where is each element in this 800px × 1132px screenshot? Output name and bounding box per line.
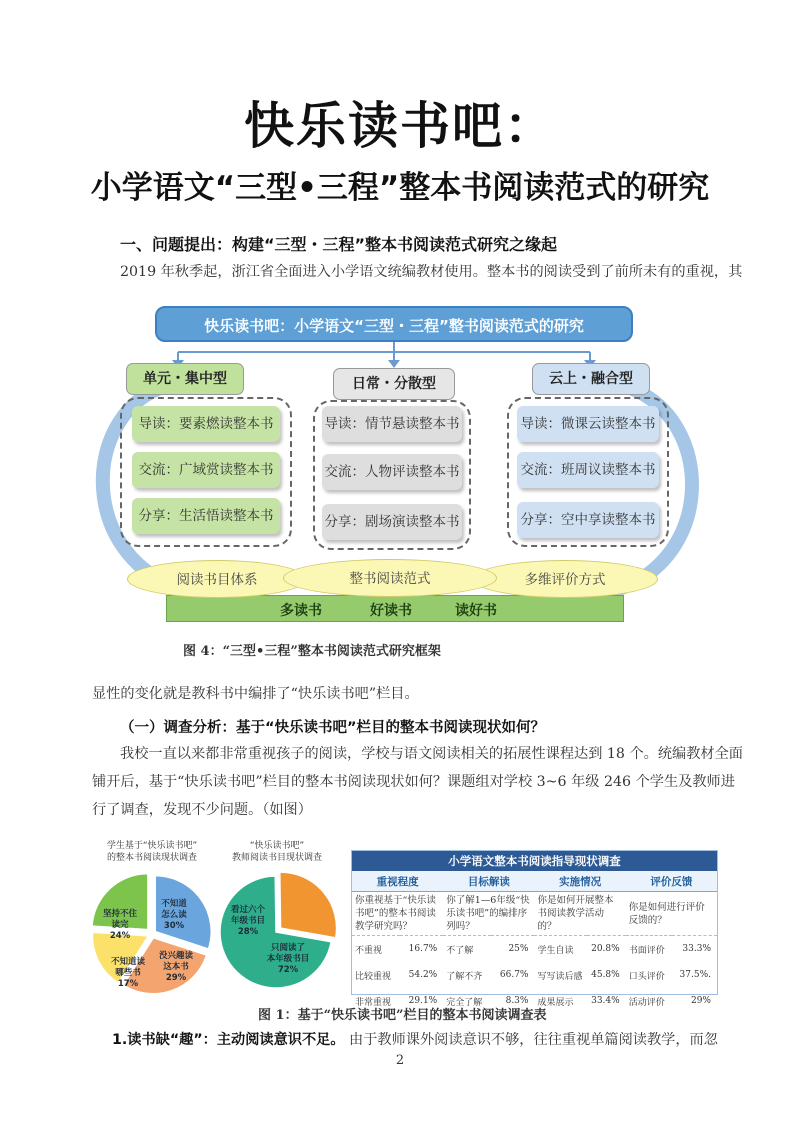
paragraph-3-line-2: 铺开后，基于“快乐读书吧”栏目的整本书阅读现状如何？课题组对学校 3~6 年级 246 个学生及教师进 [92, 774, 735, 790]
survey-header-3: 实施情况 [534, 871, 625, 892]
pie2-title-line-1: “快乐读书吧” [249, 841, 305, 851]
survey-option: 不了解 [446, 945, 474, 956]
pie2-svg [212, 868, 342, 998]
group-daily-item-2: 交流：人物评读整本书 [322, 454, 462, 490]
paragraph-3-line-3: 行了调查，发现不少问题。（如图） [92, 802, 312, 818]
survey-header-1: 重视程度 [352, 871, 443, 892]
pie1-slice-label: 17% [117, 979, 139, 989]
survey-option: 比较重视 [355, 971, 392, 982]
pie1-svg [82, 868, 222, 998]
subsection-heading: （一）调查分析：基于“快乐读书吧”栏目的整本书阅读现状如何？ [120, 720, 546, 736]
paragraph-1: 2019 年秋季起，浙江省全面进入小学语文统编教材使用。整本书的阅读受到了前所未有的重视，其 [120, 264, 743, 280]
figure-1-caption: 图 1：基于“快乐读书吧”栏目的整本书阅读调查表 [258, 1008, 547, 1023]
pie2-slice-label: 年级书目 [230, 916, 266, 926]
page-subtitle: 小学语文“三型•三程”整本书阅读范式的研究 [90, 170, 710, 206]
pie1-slice-label: 不知道 [161, 899, 187, 909]
survey-option: 非常重视 [355, 997, 392, 1008]
bottom-label-1: 多读书 [280, 603, 322, 619]
group-daily-item-1: 导读：情节悬读整本书 [322, 406, 462, 442]
pie-chart-students [82, 840, 222, 1000]
survey-row [352, 936, 717, 963]
last-line-text: 由于教师课外阅读意识不够，往往重视单篇阅读教学，而忽 [344, 1032, 718, 1048]
pie2-title-line-2: 教师阅读书目现状调查 [231, 853, 322, 863]
pie1-slice-label: 不知道读 [110, 957, 146, 967]
survey-table [351, 850, 718, 1008]
pie-chart-teachers [212, 840, 342, 1000]
pie2-slice-label: 28% [237, 927, 259, 937]
survey-option: 完全了解 [446, 997, 483, 1008]
bottom-label-2: 好读书 [370, 603, 412, 619]
ellipse-reading-paradigm: 整书阅读范式 [283, 559, 497, 597]
group-unit-item-3: 分享：生活悟读整本书 [132, 498, 280, 534]
survey-percent: 29% [690, 996, 711, 1006]
survey-percent: 8.3% [505, 996, 529, 1006]
survey-option: 了解不齐 [446, 971, 483, 982]
pie1-slice-label: 29% [165, 973, 187, 983]
pie1-slice-label: 这本书 [163, 962, 189, 972]
survey-question-1: 你重视基于“快乐读书吧”的整本书阅读教学研究吗？ [352, 892, 443, 936]
survey-percent: 20.8% [591, 944, 620, 954]
section-heading: 一、问题提出：构建“三型・三程”整本书阅读范式研究之缘起 [120, 235, 558, 254]
survey-option: 成果展示 [537, 997, 574, 1008]
survey-option: 书面评价 [628, 945, 665, 956]
survey-percent: 37.5%. [679, 970, 711, 980]
survey-table-grid [352, 871, 717, 1014]
survey-row [352, 962, 717, 988]
group-daily-item-3: 分享：剧场演读整本书 [322, 504, 462, 540]
pie1-slice-label: 读完 [111, 920, 129, 930]
group-cloud-item-1: 导读：微课云读整本书 [517, 406, 659, 442]
survey-percent: 29.1% [408, 996, 438, 1006]
survey-header-4: 评价反馈 [626, 871, 717, 892]
pie1-slice-label: 没兴趣读 [158, 951, 194, 961]
survey-percent: 25% [508, 944, 529, 954]
survey-header-2: 目标解读 [443, 871, 534, 892]
survey-percent: 33.3% [682, 944, 711, 954]
framework-top-label: 快乐读书吧：小学语文“三型・三程”整书阅读范式的研究 [155, 306, 633, 342]
pie1-slice-label: 坚持不住 [102, 909, 138, 919]
survey-option: 学生自读 [537, 945, 574, 956]
paragraph-2: 显性的变化就是教科书中编排了“快乐读书吧”栏目。 [92, 686, 419, 702]
pie1-title-line-1: 学生基于“快乐读书吧” [106, 841, 198, 851]
ellipse-book-list: 阅读书目体系 [127, 560, 307, 598]
survey-percent: 45.8% [591, 970, 620, 980]
pie2-slice-label: 本年级书目 [266, 954, 310, 964]
bottom-label-3: 读好书 [455, 603, 497, 619]
group-tab-cloud: 云上・融合型 [532, 363, 650, 395]
survey-percent: 33.4% [591, 996, 620, 1006]
pie2-slice-label: 看过六个 [230, 905, 266, 915]
group-unit-item-1: 导读：要素燃读整本书 [132, 406, 280, 442]
pie2-slice [280, 872, 337, 938]
survey-option: 写写读后感 [537, 971, 583, 982]
survey-question-2: 你了解1—6年级“快乐读书吧”的编排序列吗？ [443, 892, 534, 936]
survey-table-title: 小学语文整本书阅读指导现状调查 [352, 851, 717, 871]
group-cloud-item-3: 分享：空中享读整本书 [517, 502, 659, 538]
figure-4-caption: 图 4：“三型•三程”整本书阅读范式研究框架 [183, 644, 441, 659]
page-title: 快乐读书吧： [244, 97, 556, 155]
group-tab-unit: 单元・集中型 [126, 363, 244, 395]
pie1-title-line-2: 的整本书阅读现状调查 [106, 853, 197, 863]
pie2-slice-label: 只阅读了 [270, 943, 306, 953]
group-cloud-item-2: 交流：班周议读整本书 [517, 452, 659, 488]
last-heading: 1.读书缺“趣”：主动阅读意识不足。 [112, 1032, 345, 1048]
group-unit-item-2: 交流：广域赏读整本书 [132, 452, 280, 488]
survey-option: 不重视 [355, 945, 383, 956]
survey-question-4: 你是如何进行评价反馈的？ [626, 892, 717, 936]
page-number: 2 [395, 1053, 405, 1068]
ellipse-evaluation: 多维评价方式 [472, 560, 658, 598]
survey-percent: 16.7% [408, 944, 438, 954]
survey-option: 口头评价 [628, 971, 665, 982]
survey-option: 活动评价 [628, 997, 665, 1008]
pie1-slice-label: 24% [109, 931, 131, 941]
survey-question-3: 你是如何开展整本书阅读教学活动的？ [534, 892, 625, 936]
last-paragraph [112, 1028, 718, 1052]
pie1-slice-label: 怎么读 [161, 910, 187, 920]
survey-percent: 54.2% [408, 970, 438, 980]
pie1-slice-label: 30% [163, 921, 185, 931]
pie1-slice-label: 哪些书 [115, 968, 141, 978]
survey-percent: 66.7% [499, 970, 529, 980]
paragraph-3-line-1: 我校一直以来都非常重视孩子的阅读，学校与语文阅读相关的拓展性课程达到 18 个。统编教材全面 [120, 746, 743, 762]
group-tab-daily: 日常・分散型 [333, 368, 455, 400]
pie2-slice-label: 72% [277, 965, 299, 975]
